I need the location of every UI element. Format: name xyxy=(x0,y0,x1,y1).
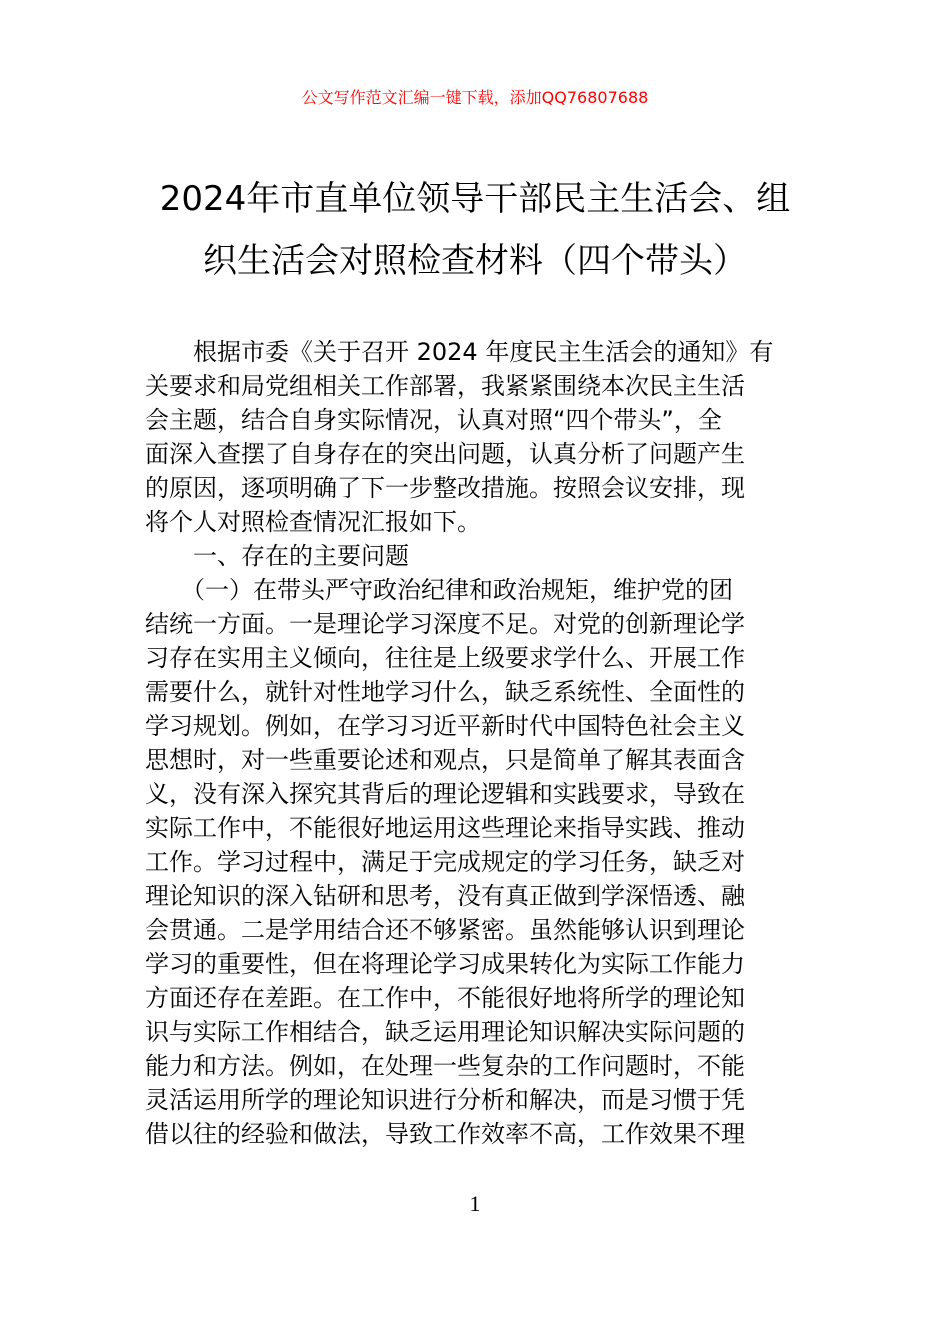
body-line: 将个人对照检查情况汇报如下。 xyxy=(145,508,481,536)
body-line: 结统一方面。一是理论学习深度不足。对党的创新理论学 xyxy=(145,610,745,638)
download-banner: 公文写作范文汇编一键下载，添加QQ76807688 xyxy=(301,88,649,107)
body-line: 能力和方法。例如，在处理一些复杂的工作问题时，不能 xyxy=(145,1052,745,1080)
body-line: 面深入查摆了自身存在的突出问题，认真分析了问题产生 xyxy=(145,440,745,468)
body-line: 学习规划。例如，在学习习近平新时代中国特色社会主义 xyxy=(145,712,745,740)
body-line: 会主题，结合自身实际情况，认真对照“四个带头”，全 xyxy=(145,406,722,434)
body-line: 借以往的经验和做法，导致工作效率不高，工作效果不理 xyxy=(145,1120,745,1148)
body-line: 习存在实用主义倾向，往往是上级要求学什么、开展工作 xyxy=(145,644,745,672)
body-line: 理论知识的深入钻研和思考，没有真正做到学深悟透、融 xyxy=(145,882,745,910)
body-line: 实际工作中，不能很好地运用这些理论来指导实践、推动 xyxy=(145,814,745,842)
body-line: 方面还存在差距。在工作中，不能很好地将所学的理论知 xyxy=(145,984,745,1012)
body-line: 的原因，逐项明确了下一步整改措施。按照会议安排，现 xyxy=(145,474,745,502)
section-heading: 一、存在的主要问题 xyxy=(145,542,409,570)
title-line: 2024年市直单位领导干部民主生活会、组 xyxy=(159,179,791,219)
body-line: 会贯通。二是学用结合还不够紧密。虽然能够认识到理论 xyxy=(145,916,745,944)
body-line: 工作。学习过程中，满足于完成规定的学习任务，缺乏对 xyxy=(145,848,745,876)
body-line: 需要什么，就针对性地学习什么，缺乏系统性、全面性的 xyxy=(145,678,745,706)
body-line: 识与实际工作相结合，缺乏运用理论知识解决实际问题的 xyxy=(145,1018,745,1046)
body-line: 学习的重要性，但在将理论学习成果转化为实际工作能力 xyxy=(145,950,745,978)
title-line: 织生活会对照检查材料（四个带头） xyxy=(203,241,747,281)
body-line: 思想时，对一些重要论述和观点，只是简单了解其表面含 xyxy=(145,746,745,774)
body-line: （一）在带头严守政治纪律和政治规矩，维护党的团 xyxy=(145,576,733,604)
body-line: 关要求和局党组相关工作部署，我紧紧围绕本次民主生活 xyxy=(145,372,745,400)
document-body xyxy=(145,335,807,1151)
body-line: 根据市委《关于召开 2024 年度民主生活会的通知》有 xyxy=(145,338,774,366)
document-title xyxy=(130,168,820,292)
body-line: 灵活运用所学的理论知识进行分析和解决，而是习惯于凭 xyxy=(145,1086,745,1114)
body-line: 义，没有深入探究其背后的理论逻辑和实践要求，导致在 xyxy=(145,780,745,808)
page-number: 1 xyxy=(469,1191,481,1216)
